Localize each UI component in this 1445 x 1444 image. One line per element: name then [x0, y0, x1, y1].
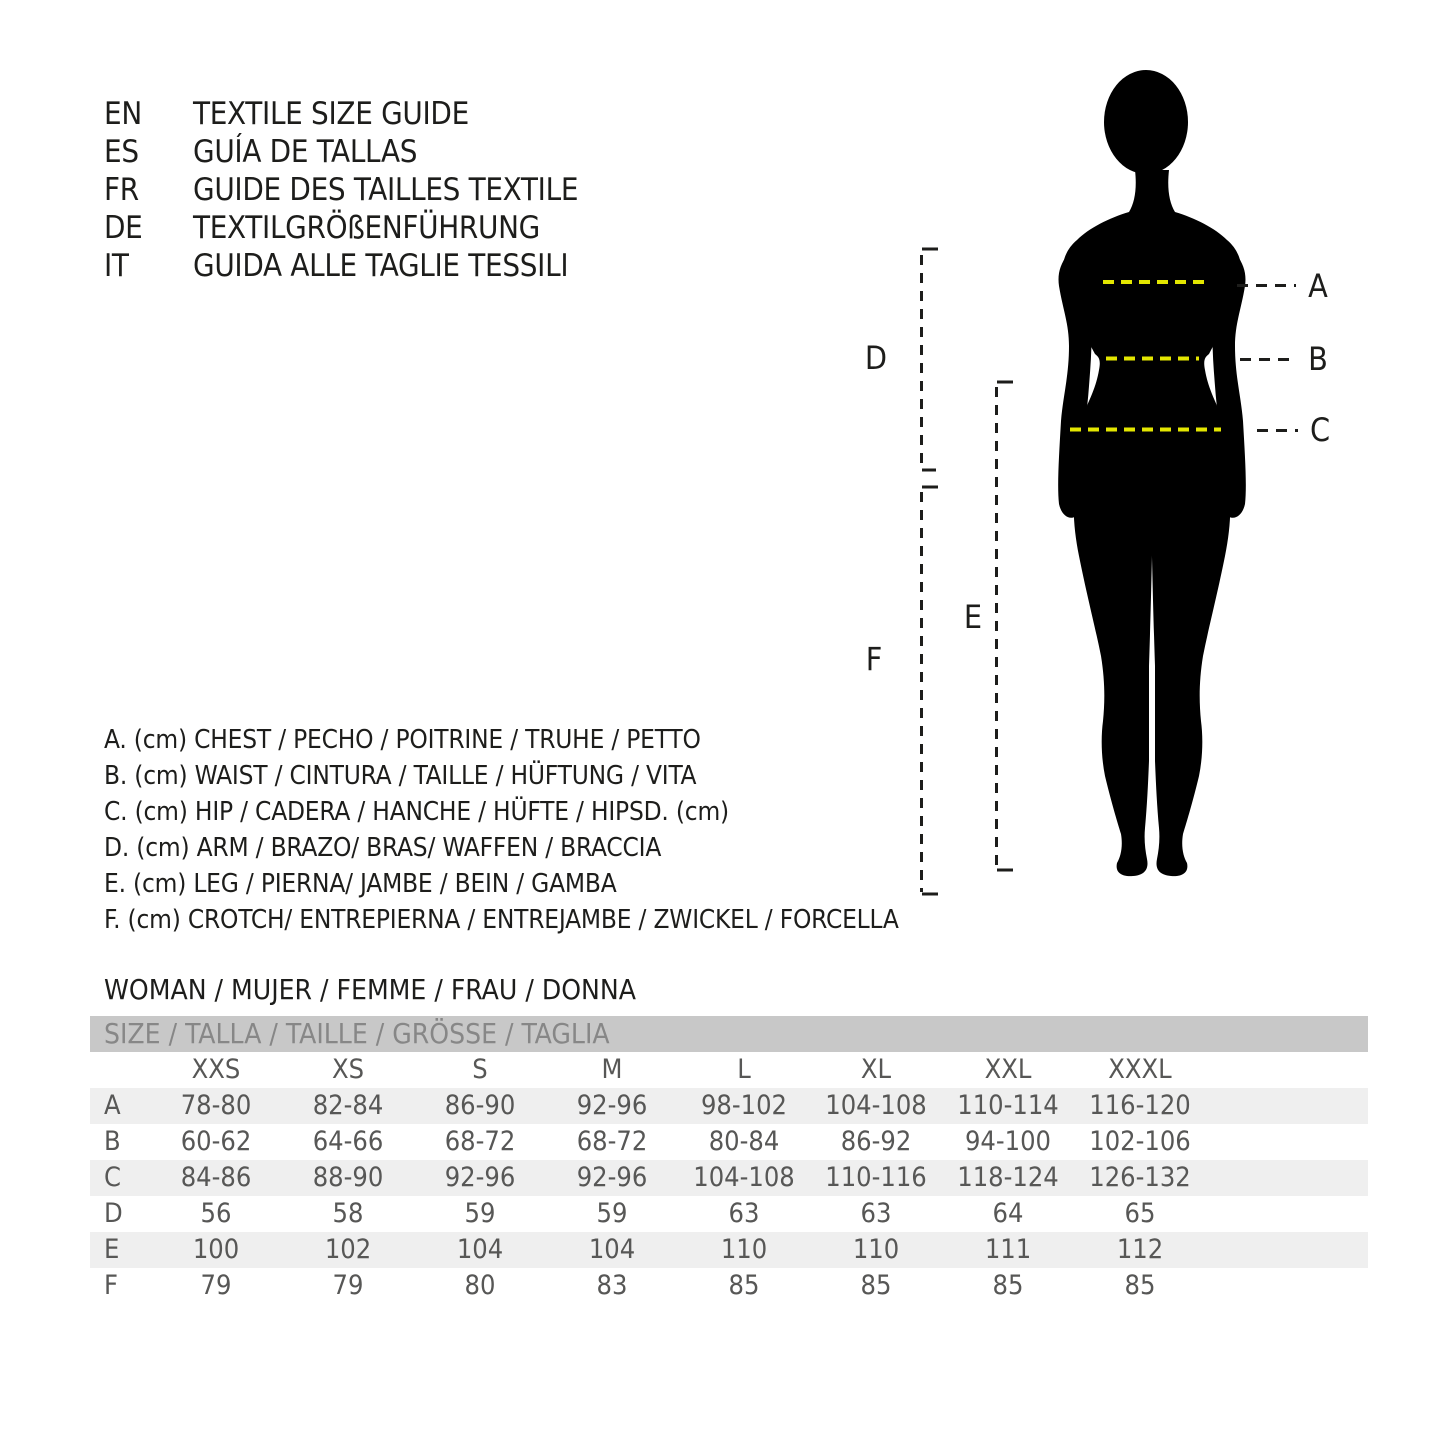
table-row-a [90, 1088, 1368, 1124]
size-value: 104-108 [693, 1162, 795, 1193]
row-label: C [104, 1162, 121, 1193]
measurement-label-e: E [963, 598, 983, 636]
table-row-f [90, 1268, 1368, 1304]
size-value: 63 [728, 1198, 760, 1229]
size-value: 59 [596, 1198, 628, 1229]
measurement-label-a: A [1308, 267, 1328, 305]
size-value: 104 [588, 1234, 636, 1265]
legend-item-crotch: F. (cm) CROTCH/ ENTREPIERNA / ENTREJAMBE / ZWICKEL / FORCELLA [104, 905, 899, 935]
size-col-header: L [737, 1054, 751, 1085]
size-table-title-bar [90, 1016, 1368, 1052]
size-value: 98-102 [700, 1090, 788, 1121]
table-row-c [90, 1160, 1368, 1196]
row-label: D [104, 1198, 123, 1229]
size-col-header: XXXL [1108, 1054, 1172, 1085]
row-label: B [104, 1126, 121, 1157]
size-value: 112 [1116, 1234, 1164, 1265]
guide-title: TEXTILE SIZE GUIDE [193, 96, 469, 132]
size-col-header: XL [860, 1054, 892, 1085]
language-code: ES [104, 134, 139, 170]
language-code: IT [104, 248, 129, 284]
size-value: 88-90 [312, 1162, 384, 1193]
size-value: 104 [456, 1234, 504, 1265]
size-value: 110 [852, 1234, 900, 1265]
size-header-row [90, 1052, 1368, 1088]
size-value: 94-100 [964, 1126, 1052, 1157]
size-value: 118-124 [957, 1162, 1059, 1193]
guide-title: TEXTILGRÖßENFÜHRUNG [193, 210, 540, 246]
size-value: 110-116 [825, 1162, 927, 1193]
size-value: 78-80 [180, 1090, 252, 1121]
legend-item-hip: C. (cm) HIP / CADERA / HANCHE / HÜFTE / HIPSD. (cm) [104, 797, 729, 827]
language-code: FR [104, 172, 139, 208]
size-value: 64-66 [312, 1126, 384, 1157]
size-value: 110 [720, 1234, 768, 1265]
size-value: 86-90 [444, 1090, 516, 1121]
language-row [104, 171, 578, 209]
row-label: E [104, 1234, 120, 1265]
size-value: 83 [596, 1270, 628, 1301]
size-col-header: XXS [191, 1054, 241, 1085]
legend-item-leg: E. (cm) LEG / PIERNA/ JAMBE / BEIN / GAMBA [104, 869, 617, 899]
language-code: EN [104, 96, 142, 132]
size-value: 110-114 [957, 1090, 1059, 1121]
size-value: 79 [200, 1270, 232, 1301]
size-value: 85 [1124, 1270, 1156, 1301]
size-value: 79 [332, 1270, 364, 1301]
legend-item-chest: A. (cm) CHEST / PECHO / POITRINE / TRUHE / PETTO [104, 725, 701, 755]
size-value: 65 [1124, 1198, 1156, 1229]
size-value: 116-120 [1089, 1090, 1191, 1121]
language-row [104, 95, 578, 133]
guide-title: GUIDA ALLE TAGLIE TESSILI [193, 248, 569, 284]
size-value: 92-96 [576, 1162, 648, 1193]
language-row [104, 209, 578, 247]
measurement-label-d: D [864, 339, 888, 377]
size-value: 86-92 [840, 1126, 912, 1157]
size-value: 102 [324, 1234, 372, 1265]
size-value: 92-96 [444, 1162, 516, 1193]
size-value: 60-62 [180, 1126, 252, 1157]
size-value: 80 [464, 1270, 496, 1301]
measurement-label-c: C [1309, 411, 1331, 449]
gender-title: WOMAN / MUJER / FEMME / FRAU / DONNA [104, 973, 636, 1006]
size-value: 64 [992, 1198, 1024, 1229]
size-value: 126-132 [1089, 1162, 1191, 1193]
size-value: 102-106 [1089, 1126, 1191, 1157]
language-code: DE [104, 210, 143, 246]
size-value: 92-96 [576, 1090, 648, 1121]
woman-silhouette-icon [1058, 70, 1246, 876]
language-row [104, 247, 578, 285]
size-value: 100 [192, 1234, 240, 1265]
legend-item-arm: D. (cm) ARM / BRAZO/ BRAS/ WAFFEN / BRACCIA [104, 833, 662, 863]
size-col-header: S [472, 1054, 488, 1085]
size-value: 80-84 [708, 1126, 780, 1157]
size-value: 111 [984, 1234, 1032, 1265]
language-title-block [104, 95, 578, 285]
measurement-label-b: B [1308, 340, 1328, 378]
size-value: 104-108 [825, 1090, 927, 1121]
language-row [104, 133, 578, 171]
size-value: 84-86 [180, 1162, 252, 1193]
size-value: 56 [200, 1198, 232, 1229]
size-col-header: M [601, 1054, 623, 1085]
table-row-d [90, 1196, 1368, 1232]
size-table-title: SIZE / TALLA / TAILLE / GRÖSSE / TAGLIA [104, 1017, 610, 1050]
table-row-b [90, 1124, 1368, 1160]
size-value: 59 [464, 1198, 496, 1229]
size-value: 85 [728, 1270, 760, 1301]
size-value: 68-72 [444, 1126, 516, 1157]
measurement-label-f: F [865, 640, 883, 678]
table-row-e [90, 1232, 1368, 1268]
row-label: F [104, 1270, 118, 1301]
legend-item-waist: B. (cm) WAIST / CINTURA / TAILLE / HÜFTUNG / VITA [104, 761, 697, 791]
size-value: 85 [860, 1270, 892, 1301]
size-table [90, 1016, 1368, 1304]
size-value: 82-84 [312, 1090, 384, 1121]
size-value: 58 [332, 1198, 364, 1229]
guide-title: GUÍA DE TALLAS [193, 134, 418, 170]
size-col-header: XXL [984, 1054, 1032, 1085]
size-value: 63 [860, 1198, 892, 1229]
guide-title: GUIDE DES TAILLES TEXTILE [193, 172, 579, 208]
size-col-header: XS [331, 1054, 365, 1085]
size-value: 85 [992, 1270, 1024, 1301]
measurement-legend [104, 722, 899, 938]
size-value: 68-72 [576, 1126, 648, 1157]
row-label: A [104, 1090, 121, 1121]
